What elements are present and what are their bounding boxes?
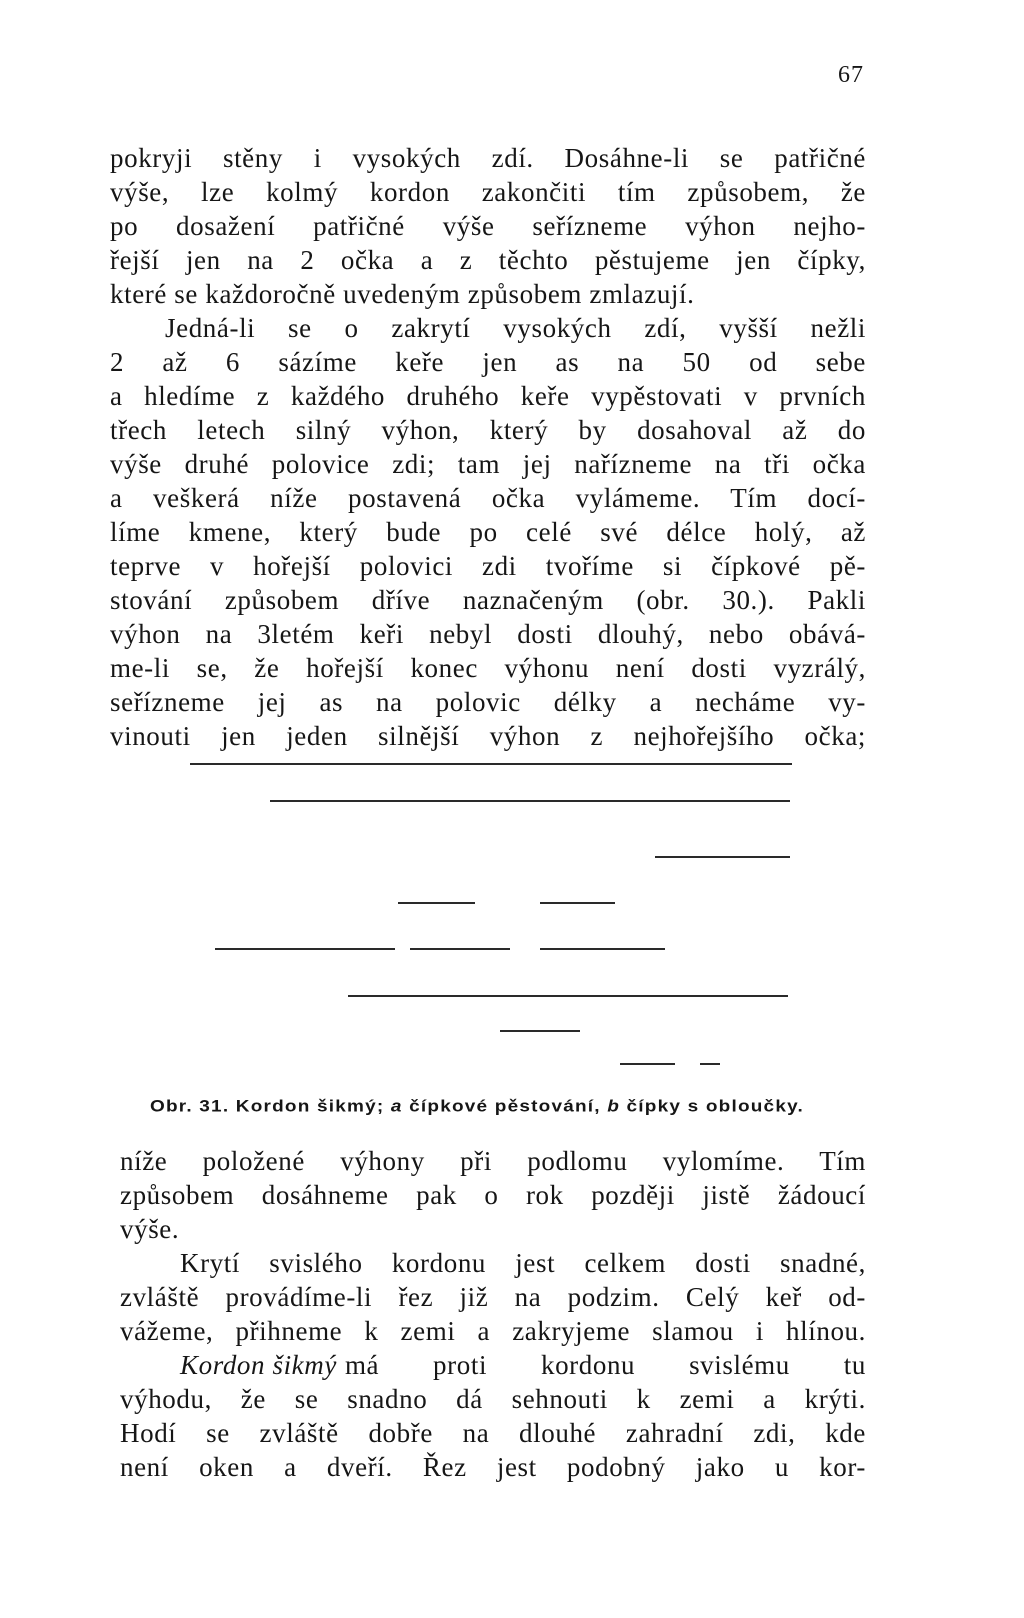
figure-stroke (215, 948, 395, 950)
figure-stroke (410, 948, 510, 950)
text-line: výše druhé polovice zdi; tam jej nařízneme na tři očka (110, 449, 866, 479)
text-line: po dosažení patřičné výše seřízneme výhon nejho- (110, 211, 866, 241)
text-line: líme kmene, který bude po celé své délce holý, až (110, 517, 866, 547)
text-line: vážeme, přihneme k zemi a zakryjeme slamou i hlínou. (120, 1316, 866, 1346)
figure-stroke (620, 1063, 675, 1065)
page-number: 67 (838, 62, 864, 88)
text-line: které se každoročně uvedeným způsobem zmlazují. (110, 279, 695, 309)
figure-stroke (270, 800, 790, 802)
text-line: níže položené výhony při podlomu vylomíme. Tím (120, 1146, 866, 1176)
text-line: zvláště provádíme-li řez již na podzim. Celý keř od- (120, 1282, 866, 1312)
figure-stroke (398, 902, 475, 904)
text-line: výše. (120, 1214, 180, 1244)
text-line: způsobem dosáhneme pak o rok později jistě žádoucí (120, 1180, 866, 1210)
figure-caption (150, 1098, 840, 1117)
text-line: třech letech silný výhon, který by dosahoval až do (110, 415, 866, 445)
figure-stroke (540, 902, 615, 904)
text-line: a hledíme z každého druhého keře vypěstovati v prvních (110, 381, 866, 411)
text-line: řejší jen na 2 očka a z těchto pěstujeme jen čípky, (110, 245, 866, 275)
figure-stroke (700, 1063, 720, 1065)
text-line: 2 až 6 sázíme keře jen as na 50 od sebe (110, 347, 866, 377)
text-line: pokryji stěny i vysokých zdí. Dosáhne-li se patřičné (110, 143, 866, 173)
figure-stroke (655, 856, 790, 858)
caption-b-label: b (607, 1098, 621, 1116)
text-line (180, 1350, 866, 1381)
text-line: a veškerá níže postavená očka vylámeme. Tím docí- (110, 483, 866, 513)
text-line: výhodu, že se snadno dá sehnouti k zemi a krýti. (120, 1384, 866, 1414)
text-line: není oken a dveří. Řez jest podobný jako u kor- (120, 1452, 866, 1482)
caption-a-text: čípkové pěstování, (402, 1098, 608, 1116)
figure-stroke (540, 948, 665, 950)
text-line: výše, lze kolmý kordon zakončiti tím způsobem, že (110, 177, 866, 207)
text-line: stování způsobem dříve naznačeným (obr. 30.). Pakli (110, 585, 866, 615)
text-line: teprve v hořejší polovici zdi tvoříme si čípkové pě- (110, 551, 866, 581)
text-line: výhon na 3letém keři nebyl dosti dlouhý, nebo obává- (110, 619, 866, 649)
figure-stroke (348, 995, 788, 997)
text-line: Hodí se zvláště dobře na dlouhé zahradní zdi, kde (120, 1418, 866, 1448)
figure-stroke (190, 763, 792, 765)
text-line: vinouti jen jeden silnější výhon z nejhořejšího očka; (110, 721, 866, 751)
caption-b-text: čípky s obloučky. (620, 1098, 804, 1116)
caption-a-label: a (390, 1098, 403, 1116)
text-line: me-li se, že hořejší konec výhonu není dosti vyzrálý, (110, 653, 866, 683)
text-fragment: má proti kordonu svislému tu (344, 1350, 866, 1380)
figure-stroke (500, 1030, 580, 1032)
caption-prefix: Obr. 31. Kordon šikmý; (150, 1098, 391, 1116)
text-line: Jedná-li se o zakrytí vysokých zdí, vyšší nežli (165, 313, 866, 343)
text-line: seřízneme jej as na polovic délky a necháme vy- (110, 687, 866, 717)
italic-term: Kordon šikmý (180, 1350, 337, 1380)
text-line: Krytí svislého kordonu jest celkem dosti snadné, (180, 1248, 866, 1278)
